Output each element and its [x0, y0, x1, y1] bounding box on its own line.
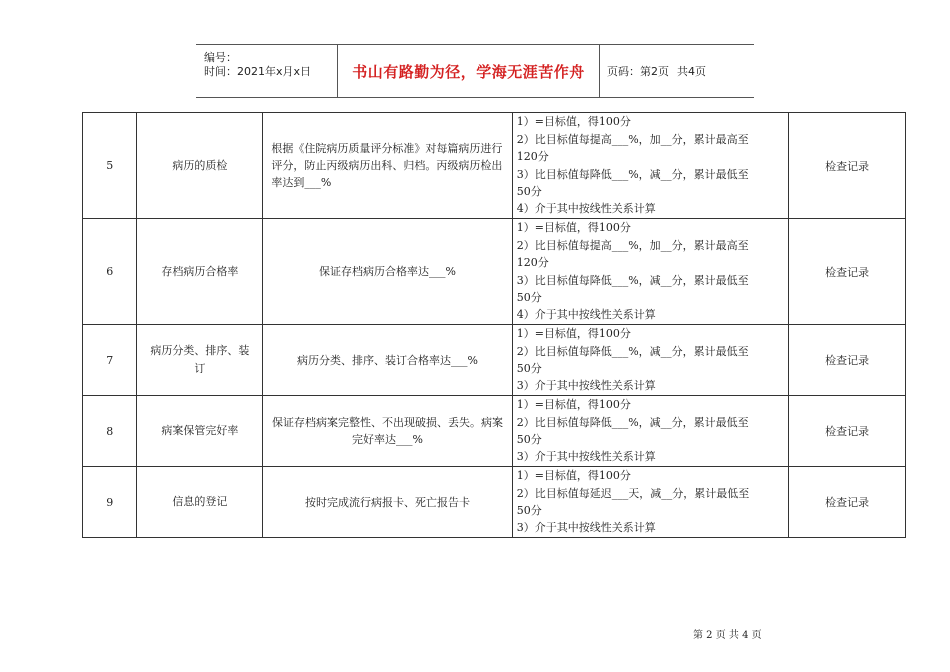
row-standard: 病历分类、排序、装订合格率达___%: [263, 325, 512, 396]
row-rules: [512, 467, 789, 538]
rule-line: 4）介于其中按线性关系计算: [516, 308, 656, 322]
header-page-cell: [599, 45, 754, 97]
rule-line: 120分: [516, 150, 549, 164]
rule-line: 3）比目标值每降低___%，减__分，累计最低至: [516, 167, 749, 181]
rule-line: 50分: [516, 362, 542, 375]
document-header: [196, 44, 754, 98]
rule-line: 2）比目标值每降低___%，减__分，累计最低至: [516, 344, 749, 358]
rule-line: 2）比目标值每提高___%，加__分，累计最高至: [516, 132, 749, 146]
table-row: [83, 113, 906, 219]
row-source: 检查记录: [789, 396, 906, 467]
rule-line: 2）比目标值每提高___%，加__分，累计最高至: [516, 238, 749, 252]
total-label: 共4页: [677, 65, 706, 78]
table-row: [83, 325, 906, 396]
rule-line: 120分: [516, 256, 549, 270]
row-number: 9: [83, 467, 137, 538]
row-item: 病历分类、排序、装订: [137, 325, 263, 396]
header-motto-cell: [338, 45, 600, 97]
rule-line: 1）=目标值，得100分: [516, 327, 631, 341]
rule-line: 1）=目标值，得100分: [516, 221, 631, 235]
row-source: 检查记录: [789, 113, 906, 219]
rule-line: 2）比目标值每延迟___天，减__分，累计最低至: [516, 486, 750, 500]
row-source: 检查记录: [789, 219, 906, 325]
rule-line: 3）介于其中按线性关系计算: [516, 379, 656, 393]
row-item: 信息的登记: [137, 467, 263, 538]
table-row: [83, 396, 906, 467]
page-label: 页码：第2页: [607, 65, 669, 78]
rule-line: 1）=目标值，得100分: [516, 469, 631, 483]
row-standard: 按时完成流行病报卡、死亡报告卡: [263, 467, 512, 538]
row-source: 检查记录: [789, 325, 906, 396]
header-meta: [196, 45, 338, 97]
row-item: 病案保管完好率: [137, 396, 263, 467]
row-standard: 保证存档病历合格率达___%: [263, 219, 512, 325]
page-footer: 第 2 页 共 4 页: [693, 630, 762, 641]
row-item: 病历的质检: [137, 113, 263, 219]
row-rules: [512, 113, 789, 219]
rule-line: 4）介于其中按线性关系计算: [516, 202, 656, 216]
row-item: 存档病历合格率: [137, 219, 263, 325]
row-standard: 根据《住院病历质量评分标准》对每篇病历进行评分，防止丙级病历出科、归档。丙级病历检出率达到___%: [263, 113, 512, 219]
row-rules: [512, 396, 789, 467]
row-standard: 保证存档病案完整性、不出现破损、丢失。病案完好率达___%: [263, 396, 512, 467]
rule-line: 3）比目标值每降低___%，减__分，累计最低至: [516, 273, 749, 287]
row-rules: [512, 325, 789, 396]
rule-line: 3）介于其中按线性关系计算: [516, 450, 656, 464]
row-number: 8: [83, 396, 137, 467]
rule-line: 1）=目标值，得100分: [516, 398, 631, 412]
row-number: 7: [83, 325, 137, 396]
rule-line: 2）比目标值每降低___%，减__分，累计最低至: [516, 415, 749, 429]
rule-line: 50分: [516, 184, 542, 198]
rule-line: 3）介于其中按线性关系计算: [516, 521, 656, 535]
assessment-table: [82, 112, 906, 538]
time-label: 时间：2021年x月x日: [204, 65, 312, 78]
motto-text: 书山有路勤为径，学海无涯苦作舟: [352, 62, 585, 81]
row-rules: [512, 219, 789, 325]
rule-line: 50分: [516, 433, 542, 446]
code-label: 编号：: [204, 51, 237, 64]
table-row: [83, 467, 906, 538]
row-number: 5: [83, 113, 137, 219]
rule-line: 50分: [516, 290, 542, 304]
row-number: 6: [83, 219, 137, 325]
table-row: [83, 219, 906, 325]
rule-line: 1）=目标值，得100分: [516, 115, 631, 129]
rule-line: 50分: [516, 504, 542, 517]
row-source: 检查记录: [789, 467, 906, 538]
